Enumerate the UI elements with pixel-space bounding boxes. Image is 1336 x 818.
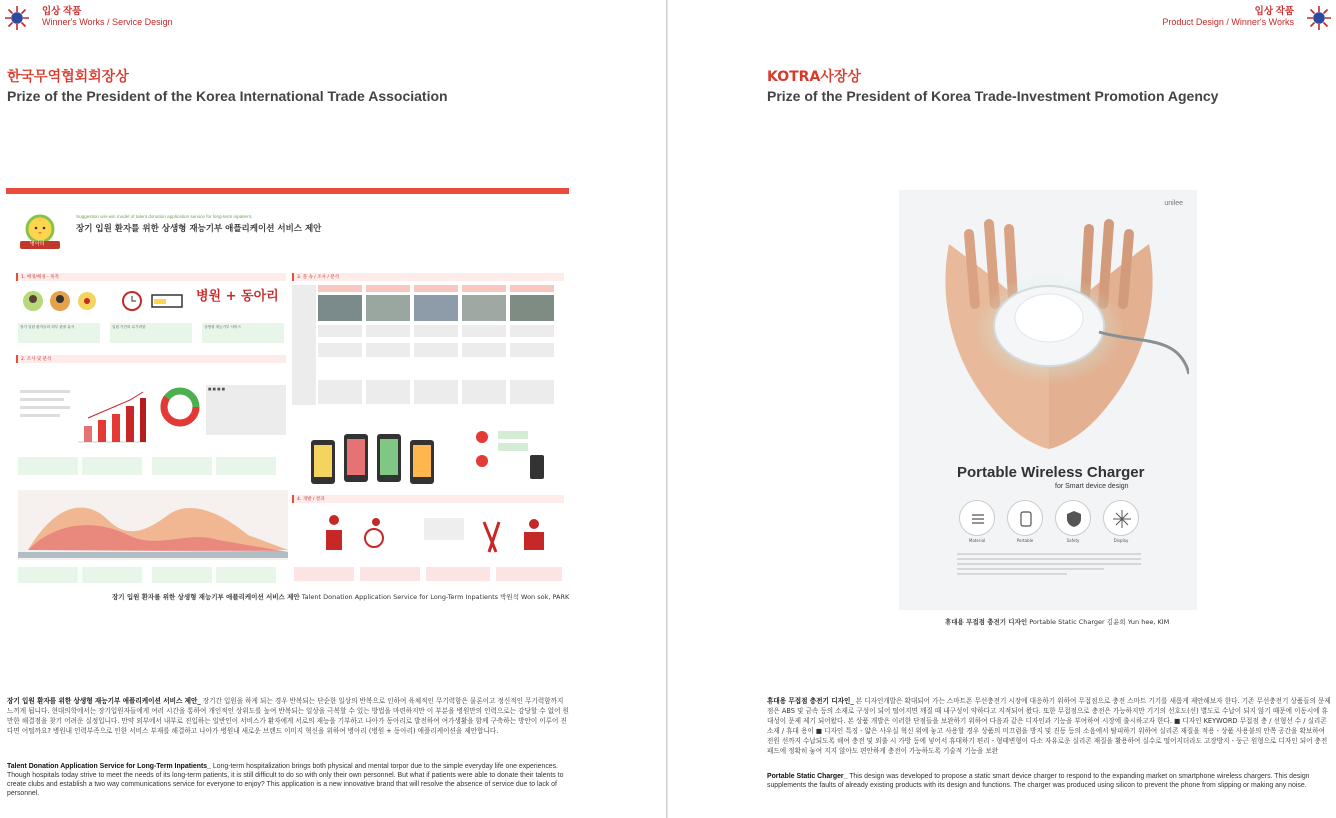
body-ko-text: 본 디자인개발은 확대되어 가는 스마트폰 무선충전기 시장에 대응하기 위하여 무접점으로 충전 스마트 기기를 새롭게 제안해보자 한다. 기존 무선충전기 상품들의 문제점은 ABS 및 금속 등의 소재로 구성이 되어 떨어지면 깨질 때 내구성이 약하다고 지적되어 왔다. 또한 무접점으로 충전은 가능하지만 기기의 선호도(선) 별도로 수납이 되지 않기 때문에 이동시에 휴대성이 문제 제기 되어왔다. 본 상품 개발은 이러한 단점들을 보완하기 위하여 다음과 같은 디자인과 기능을 부여하여 시장에 출시하고자 한다. ■ 디자인 KEYWORD 무접점 충 / 선형선 수 / 실리콘 소재 / 휴대 용이 ■ 디자인 특징 - 얇은 사우실 혁신 위에 놓고 사용할 경우 상품의 미끄럼을 방지 및 진동 등의 소음에서 탈피하기 위하여 실리콘 재질을 적용 - 상품 사용불의 안쪽 공간을 확보하여 전원 선까지 수납되도록 해여 충전 및 외출 시 가방 등에 넣어서 휴대하기 편리 - 형태변형이 다소 자유로운 실리콘 재질을 활용하여 실수로 떨어지더라도 고장방지 - 둥근 원형으로 디자인 되어 충전 패드에 정확히 놓여 지지 않아도 편안하게 충전이 가능하도록 기술적 기능을 보완 xyxy=(767,697,1331,755)
brand-logo: 병원 + 동아리 xyxy=(196,289,279,304)
body-en-lead: Portable Static Charger_ xyxy=(767,773,848,780)
ad-fine-print xyxy=(957,550,1141,586)
text-block xyxy=(216,457,276,475)
brand-small: 병아리 xyxy=(30,241,45,247)
product-title: Portable Wireless Charger xyxy=(957,464,1145,481)
photo xyxy=(366,295,410,321)
section-3-label: 3. 플 속 / 조사 / 분석 xyxy=(292,273,564,281)
text-block xyxy=(510,325,554,337)
photo xyxy=(414,295,458,321)
text-block xyxy=(414,325,458,337)
column-header xyxy=(462,285,506,292)
donut-chart xyxy=(158,385,202,429)
body-en-text: This design was developed to propose a static smart device charger to respond to the expanding market on smartphone wireless chargers. This design supplements the faults of already existing products with its design and functions. The charger was produced using silicon to prevent the phone from slipping or making any noise. xyxy=(767,773,1310,789)
legend-block: ■ ■ ■ ■ xyxy=(206,385,286,435)
clock-bed-icons xyxy=(120,289,190,315)
portable-icon xyxy=(1007,500,1043,536)
award-flower-icon xyxy=(4,5,30,31)
row-labels xyxy=(292,285,316,405)
text-block xyxy=(18,457,78,475)
material-icon xyxy=(959,500,995,536)
text-block xyxy=(318,380,362,404)
brand-label: unilee xyxy=(1164,200,1183,207)
body-en-text: Long-term hospitalization brings both physical and mental torpor due to the simple everyday life one experiences. Though hospitals today strive to meet the needs of its long-term patients, it is still difficult to do so with only their own personnel. But what if patients were able to donate their talents to create clubs and establish a two way communications service for everyone to enjoy? This application is a new innovative brand that will resolve the absence of service due to lack of personnel. xyxy=(7,763,564,797)
text-block xyxy=(216,567,276,583)
text-block xyxy=(462,325,506,337)
poster-title: 장기 입원 환자를 위한 상생형 재능기부 애플리케이션 서비스 제안 xyxy=(76,224,322,234)
text-block xyxy=(510,343,554,357)
category-ko: 입상 작품 xyxy=(1254,6,1294,17)
body-ko-text: 장기간 입원을 하게 되는 경우 반복되는 단순한 일상의 반복으로 인하여 육체적인 무기력함은 물론이고 정신적인 무기력함까지 느끼게 됩니다. 현대의학에서는 장기입원자들에게 여러 시간을 통하여 개인적인 상위도를 높여 반복되는 일상을 극복할 수 있는 방법을 마련하지만 이 부분을 병원만의 인력으로는 감당할 수 없어 원만한 해결점을 찾기 어려운 실정입니다. 만약 외부에서 내부로 진입하는 일반인이 서비스가 환자에게 서로의 재능을 기부하고 나아가 동아리로 발전하여 여가생활을 함께 구축하는 방안이 이루어 진다면 어떨까요? 병원내 인력부족으로 인한 서비스 부재를 해결하고 나아가 병원내 새로운 브랜드 이미지 혁신을 위하여 병아리 (병원 + 동아리) 애플리케이션을 제안합니다. xyxy=(7,697,569,735)
column-header xyxy=(510,285,554,292)
hands-charger-image xyxy=(909,214,1189,454)
text-block: 입원 기간의 무기력함 xyxy=(110,323,192,343)
illustration-figures xyxy=(294,510,564,565)
text-block xyxy=(152,457,212,475)
experience-area-chart xyxy=(18,490,288,560)
text-block xyxy=(294,567,354,581)
text-block xyxy=(318,325,362,337)
section-4-label: 4. 개발 / 결과 xyxy=(292,495,564,503)
flow-icons xyxy=(470,425,560,485)
icon-label: Display xyxy=(1113,538,1129,543)
text-block xyxy=(82,457,142,475)
award-title-en: Prize of the President of the Korea International Trade Association xyxy=(7,88,448,104)
body-en-lead: Talent Donation Application Service for Long-Term Inpatients_ xyxy=(7,763,211,770)
text-block xyxy=(366,343,410,357)
category-en: Product Design / Winner's Works xyxy=(1162,17,1294,27)
body-english xyxy=(7,762,571,798)
body-ko-lead: 장기 입원 환자를 위한 상생형 재능기부 애플리케이션 서비스 제안_ xyxy=(7,697,201,705)
column-header xyxy=(366,285,410,292)
section-1-label: 1. 배경/배경 - 목적 xyxy=(16,273,286,281)
text-block xyxy=(360,567,420,581)
bar-line-chart xyxy=(18,370,148,450)
text-block xyxy=(366,325,410,337)
caption-ko: 장기 입원 환자를 위한 상생형 재능기부 애플리케이션 서비스 제안 xyxy=(112,593,300,601)
text-block xyxy=(152,567,212,583)
text-block xyxy=(18,567,78,583)
app-screens xyxy=(306,430,456,490)
product-ad xyxy=(899,190,1197,610)
award-flower-icon xyxy=(1306,5,1332,31)
text-block xyxy=(426,567,490,581)
text-block: 상생형 재능기부 서비스 xyxy=(202,323,284,343)
product-caption xyxy=(945,617,1169,626)
text-block xyxy=(318,343,362,357)
body-ko-lead: 휴대용 무접점 충전기 디자인_ xyxy=(767,697,854,705)
caption-en: Portable Static Charger 김윤희 Yun hee, KIM xyxy=(1029,618,1170,626)
chick-logo-icon xyxy=(16,213,64,253)
text-block xyxy=(366,380,410,404)
icon-label: Material xyxy=(968,538,986,543)
text-block: 장기 입원 환자들의 외부 관찰 분석 xyxy=(18,323,100,343)
icon-label: Safety xyxy=(1066,538,1080,543)
award-title-ko: 한국무역협회회장상 xyxy=(7,69,129,85)
display-icon xyxy=(1103,500,1139,536)
caption-en: Talent Donation Application Service for Long-Term Inpatients 박원석 Won sok, PARK xyxy=(301,593,570,601)
page-header xyxy=(1162,6,1294,28)
photo xyxy=(510,295,554,321)
patient-icons xyxy=(22,288,102,314)
column-header xyxy=(318,285,362,292)
award-title-en: Prize of the President of Korea Trade-Investment Promotion Agency xyxy=(767,88,1219,104)
text-block xyxy=(414,343,458,357)
body-korean xyxy=(7,696,571,736)
photo xyxy=(462,295,506,321)
text-block xyxy=(462,343,506,357)
body-korean xyxy=(767,696,1331,756)
category-ko: 입상 작품 xyxy=(42,6,82,17)
text-block xyxy=(462,380,506,404)
text-block xyxy=(496,567,562,581)
text-block xyxy=(510,380,554,404)
photo xyxy=(318,295,362,321)
text-block xyxy=(82,567,142,583)
icon-label: Portable xyxy=(1016,538,1034,543)
accent-bar xyxy=(6,188,569,194)
section-2-label: 2. 조사 및 분석 xyxy=(16,355,286,363)
page-header xyxy=(42,6,173,28)
caption-ko: 휴대용 무접점 충전기 디자인 xyxy=(945,618,1028,626)
award-title-ko: KOTRA사장상 xyxy=(767,69,861,85)
poster-caption xyxy=(112,592,569,601)
category-en: Winner's Works / Service Design xyxy=(42,17,173,27)
column-header xyxy=(414,285,458,292)
safety-icon xyxy=(1055,500,1091,536)
body-english xyxy=(767,772,1331,790)
text-block xyxy=(414,380,458,404)
poster-subtitle: Suggestion win-win model of talent donation application service for long-term inpatient. xyxy=(76,214,253,219)
service-poster xyxy=(10,205,567,590)
product-subtitle: for Smart device design xyxy=(1055,483,1129,490)
